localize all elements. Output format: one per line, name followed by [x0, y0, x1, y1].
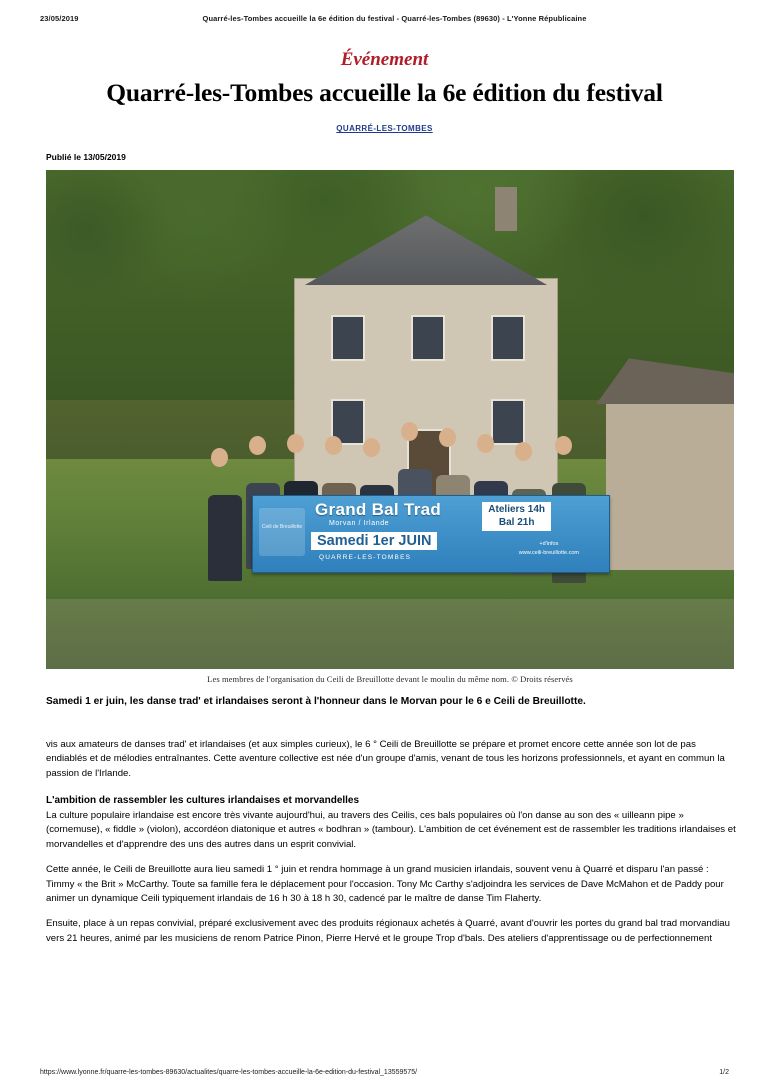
banner-info-label: +d'infos [539, 541, 559, 548]
photo-chimney [495, 187, 517, 231]
print-footer [40, 1069, 729, 1076]
banner-schedule-box [482, 502, 551, 531]
photo-person-head [477, 434, 494, 453]
banner-date: Samedi 1er JUIN [311, 532, 437, 550]
photo-person [202, 448, 236, 581]
photo-person-head [287, 434, 304, 453]
print-page-number: 1/2 [719, 1069, 729, 1076]
photo-person-head [439, 428, 456, 447]
photo-person-head [555, 436, 572, 455]
article-paragraph: Cette année, le Ceili de Breuillotte aura lieu samedi 1 ° juin et rendra hommage à un grand musicien irlandais, souvent venu à Quarré et disparu l'an passé : Timmy « the Brit » McCarthy. Toute sa famille fera le déplacement pour l'occasion. Tony Mc Carthy s'adjoindra les services de Dave McMahon et de Paddy pour animer un dynamique Ceili typiquement irlandais de 16 h 30 à 18 h 30, cadencé par le maître de danse Tim Flaherty. [46, 864, 724, 905]
photo-person-head [325, 436, 342, 455]
banner-info [519, 540, 579, 557]
photo-window [331, 315, 365, 361]
banner-logo: Ceili de Breuillotte [259, 508, 305, 556]
article-photo [46, 170, 734, 669]
photo-person-head [211, 448, 228, 467]
banner-workshop-time: Ateliers 14h [488, 504, 545, 516]
photo-window [411, 315, 445, 361]
print-source-url: https://www.lyonne.fr/quarre-les-tombes-89630/actualites/quarre-les-tombes-accueille-la-6e-edition-du-festival_13559575/ [40, 1069, 418, 1076]
banner-website: www.ceili-breuillotte.com [518, 549, 579, 556]
photo-person-head [401, 422, 418, 441]
photo-caption: Les membres de l'organisation du Ceili de Breuillotte devant le moulin du même nom. © Droits réservés [207, 674, 573, 685]
article-paragraph: vis aux amateurs de danses trad' et irlandaises (et aux simples curieux), le 6 ° Ceili de Breuillotte se prépare et promet encore cette année son lot de pas endiablés et de mélodies entraînantes. Cette aventure collective est née d'un groupe d'amis, venant de tous les horizons professionnels, et ayant en commun la passion de l'Irlande. [46, 738, 725, 779]
article-subheading: L'ambition de rassembler les cultures irlandaises et morvandelles [46, 795, 360, 807]
photo-person-head [363, 438, 380, 457]
print-date: 23/05/2019 [40, 14, 79, 23]
banner-ball-time: Bal 21h [498, 516, 535, 528]
publish-date: Publié le 13/05/2019 [46, 152, 126, 163]
article-paragraph: Ensuite, place à un repas convivial, préparé exclusivement avec des produits régionaux achetés à Quarré, avant d'ouvrir les portes du grand bal trad morvandiau vers 21 heures, animé par les musiciens de renom Patrice Pinon, Pierre Hervé et le groupe Trop d'bals. Des ateliers d'apprentissage ou de perfectionnement [46, 918, 730, 944]
article-figure [46, 170, 734, 684]
page-title: Quarré-les-Tombes accueille la 6e édition du festival [106, 78, 663, 107]
print-header [40, 0, 729, 23]
banner-title: Grand Bal Trad [315, 500, 442, 520]
banner-subtitle: Morvan / Irlande [329, 520, 390, 528]
festival-banner [252, 495, 610, 573]
article-lede: Samedi 1 er juin, les danse trad' et irlandaises seront à l'honneur dans le Morvan pour le 6 e Ceili de Breuillotte. [46, 696, 586, 708]
article-kicker: Événement [340, 49, 429, 70]
article-body [46, 738, 736, 946]
print-document-title: Quarré-les-Tombes accueille la 6e édition du festival - Quarré-les-Tombes (89630) - L'Yonne Républicaine [202, 14, 587, 23]
section-tag [40, 124, 729, 133]
banner-place: QUARRE-LES-TOMBES [319, 554, 412, 562]
section-tag-link[interactable]: QUARRÉ-LES-TOMBES [336, 124, 433, 134]
photo-path [46, 599, 734, 669]
photo-window [491, 315, 525, 361]
photo-person-head [515, 442, 532, 461]
photo-person-head [249, 436, 266, 455]
photo-person-body [208, 495, 242, 581]
article-paragraph: La culture populaire irlandaise est encore très vivante aujourd'hui, au travers des Ceilis, ces bals populaires où l'on danse au son des « uilleann pipe » (cornemuse), « fiddle » (violon), accordéon diatonique et autres « bodhran » (tambour). L'ambition de cet événement est de rassembler les traditions irlandaises et morvandelles et d'apprendre des uns des autres dans un esprit convivial. [46, 810, 736, 850]
